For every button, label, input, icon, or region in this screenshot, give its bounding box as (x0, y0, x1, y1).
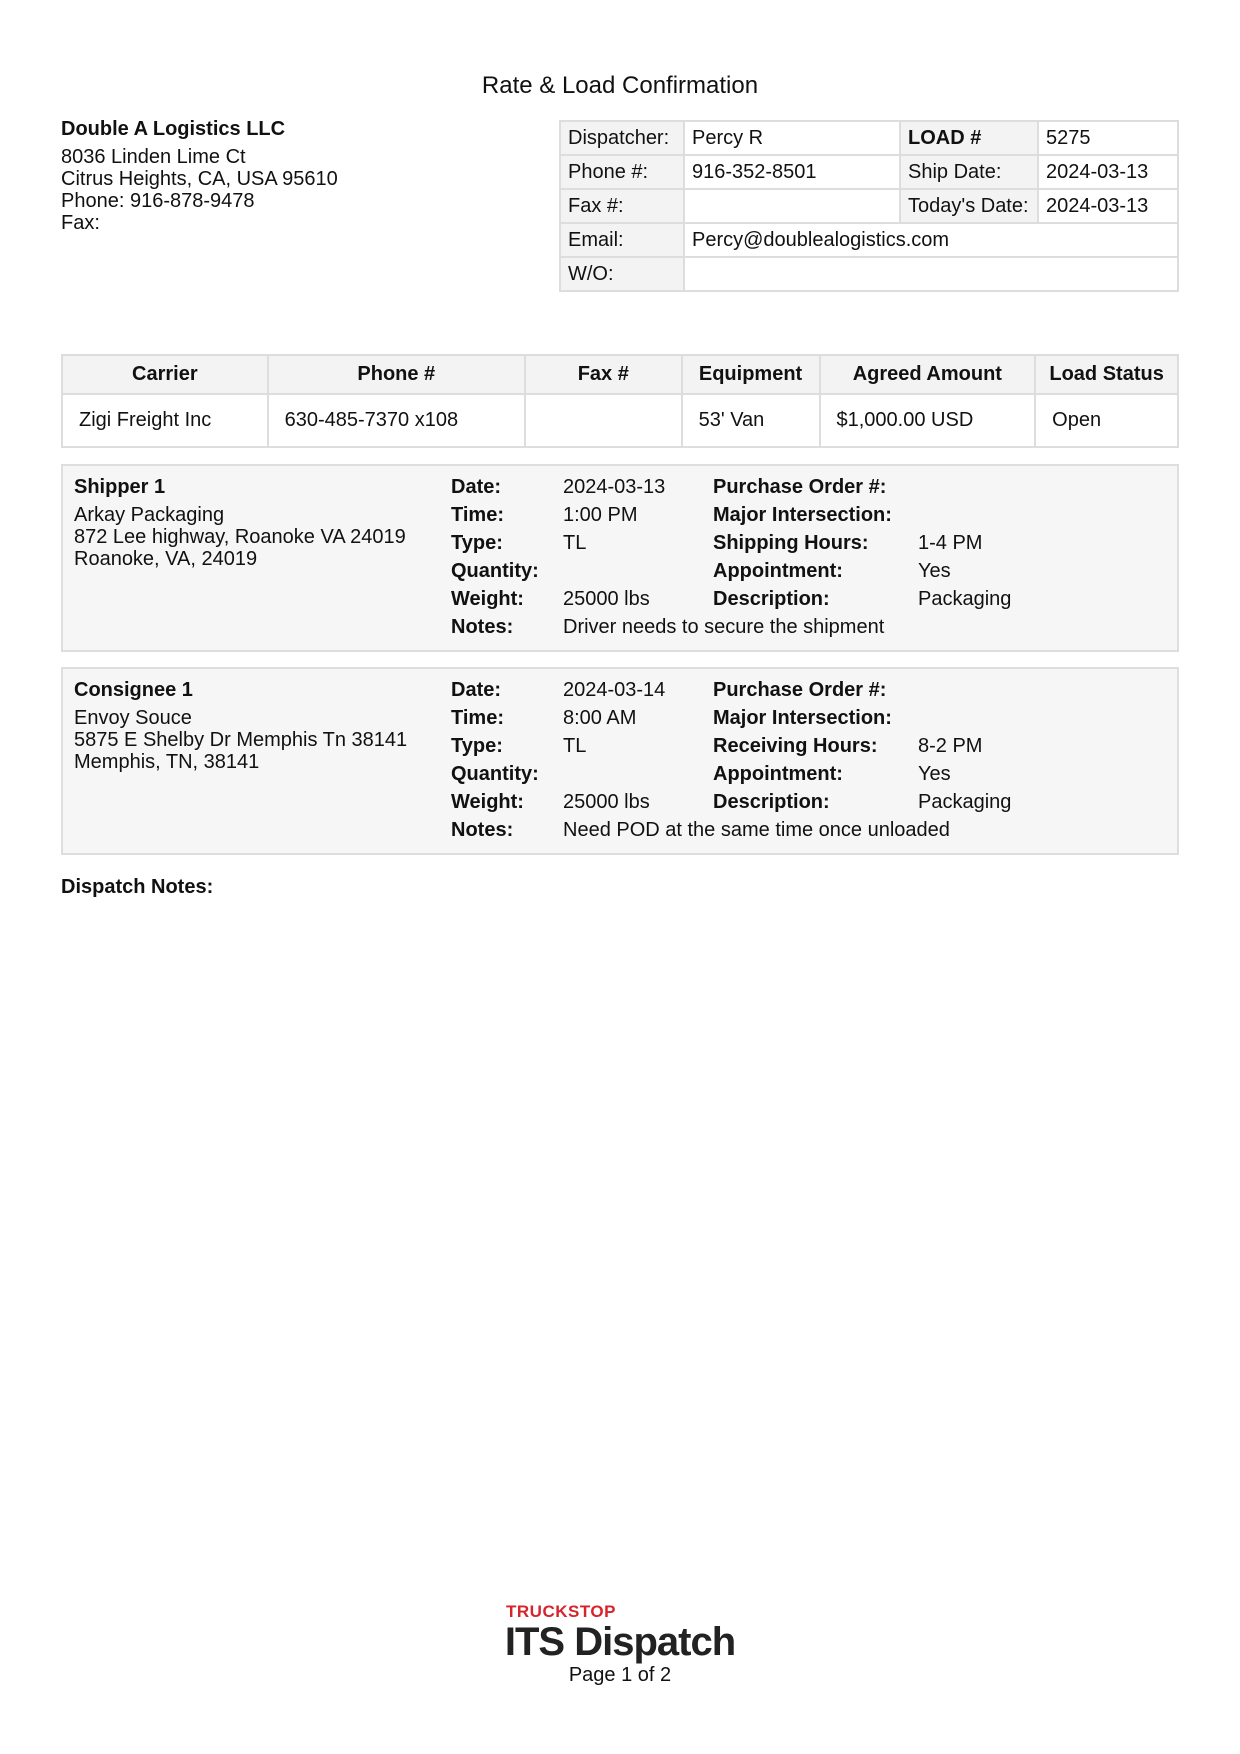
consignee-type-value: TL (563, 735, 587, 757)
consignee-hours-label: Receiving Hours: (713, 735, 878, 757)
email-label: Email: (560, 223, 684, 257)
shipper-notes-value: Driver needs to secure the shipment (563, 616, 885, 638)
dispatcher-fax-value (684, 189, 900, 223)
shipper-name: Arkay Packaging (74, 504, 225, 526)
todays-date-value: 2024-03-13 (1038, 189, 1178, 223)
shipper-weight-label: Weight: (451, 588, 524, 610)
dispatch-notes-label: Dispatch Notes: (61, 876, 214, 898)
consignee-description-value: Packaging (918, 791, 1012, 813)
company-name: Double A Logistics LLC (61, 118, 286, 140)
carrier-header: Carrier (62, 355, 268, 394)
consignee-notes-label: Notes: (451, 819, 514, 841)
equipment-header: Equipment (682, 355, 820, 394)
ship-date-label: Ship Date: (900, 155, 1038, 189)
agreed-amount-header: Agreed Amount (820, 355, 1036, 394)
consignee-hours-value: 8-2 PM (918, 735, 983, 757)
load-number-label: LOAD # (900, 121, 1038, 155)
load-status-header: Load Status (1035, 355, 1178, 394)
load-status-value: Open (1035, 394, 1178, 447)
shipper-section (61, 464, 1179, 652)
load-number-value: 5275 (1038, 121, 1178, 155)
consignee-address-block (74, 679, 407, 773)
carrier-phone: 630-485-7370 x108 (268, 394, 525, 447)
consignee-heading: Consignee 1 (74, 679, 193, 701)
its-dispatch-wordmark: ITS Dispatch (504, 1620, 736, 1664)
dispatcher-phone-value: 916-352-8501 (684, 155, 900, 189)
shipper-date-label: Date: (451, 476, 502, 498)
shipper-weight-value: 25000 lbs (563, 588, 650, 610)
shipper-description-value: Packaging (918, 588, 1012, 610)
shipper-intersection-label: Major Intersection: (713, 504, 892, 526)
shipper-date-value: 2024-03-13 (563, 476, 666, 498)
dispatch-info-table (559, 120, 1179, 292)
shipper-heading: Shipper 1 (74, 476, 166, 498)
dispatcher-phone-label: Phone #: (560, 155, 684, 189)
consignee-notes-value: Need POD at the same time once unloaded (563, 819, 950, 841)
consignee-quantity-label: Quantity: (451, 763, 539, 785)
shipper-address-block (74, 476, 406, 570)
shipper-appointment-value: Yes (918, 560, 951, 582)
shipper-hours-label: Shipping Hours: (713, 532, 869, 554)
its-dispatch-logo (0, 1602, 1240, 1662)
page-number: Page 1 of 2 (568, 1664, 672, 1686)
agreed-amount-value: $1,000.00 USD (820, 394, 1036, 447)
work-order-label: W/O: (560, 257, 684, 291)
consignee-po-label: Purchase Order #: (713, 679, 887, 701)
shipper-time-label: Time: (451, 504, 504, 526)
dispatcher-fax-label: Fax #: (560, 189, 684, 223)
email-value: Percy@doublealogistics.com (684, 223, 1178, 257)
ship-date-value: 2024-03-13 (1038, 155, 1178, 189)
consignee-appointment-label: Appointment: (713, 763, 843, 785)
shipper-city: Roanoke, VA, 24019 (74, 548, 258, 570)
shipper-appointment-label: Appointment: (713, 560, 843, 582)
dispatcher-label: Dispatcher: (560, 121, 684, 155)
consignee-weight-value: 25000 lbs (563, 791, 650, 813)
company-address-line2: Citrus Heights, CA, USA 95610 (61, 168, 338, 190)
consignee-appointment-value: Yes (918, 763, 951, 785)
carrier-name: Zigi Freight Inc (62, 394, 268, 447)
consignee-city: Memphis, TN, 38141 (74, 751, 260, 773)
shipper-time-value: 1:00 PM (563, 504, 638, 526)
shipper-type-value: TL (563, 532, 587, 554)
company-address-line1: 8036 Linden Lime Ct (61, 146, 246, 168)
shipper-notes-label: Notes: (451, 616, 514, 638)
dispatcher-value: Percy R (684, 121, 900, 155)
document-title: Rate & Load Confirmation (481, 72, 759, 99)
consignee-date-label: Date: (451, 679, 502, 701)
consignee-intersection-label: Major Intersection: (713, 707, 892, 729)
consignee-name: Envoy Souce (74, 707, 192, 729)
shipper-po-label: Purchase Order #: (713, 476, 887, 498)
consignee-section (61, 667, 1179, 855)
company-fax: Fax: (61, 212, 100, 234)
consignee-date-value: 2024-03-14 (563, 679, 666, 701)
truckstop-brand: TRUCKSTOP (506, 1602, 616, 1621)
consignee-time-label: Time: (451, 707, 504, 729)
company-block (61, 118, 338, 234)
consignee-address: 5875 E Shelby Dr Memphis Tn 38141 (74, 729, 408, 751)
carrier-fax-header: Fax # (525, 355, 682, 394)
consignee-type-label: Type: (451, 735, 503, 757)
shipper-quantity-label: Quantity: (451, 560, 539, 582)
todays-date-label: Today's Date: (900, 189, 1038, 223)
carrier-phone-header: Phone # (268, 355, 525, 394)
work-order-value (684, 257, 1178, 291)
shipper-hours-value: 1-4 PM (918, 532, 983, 554)
shipper-address: 872 Lee highway, Roanoke VA 24019 (74, 526, 406, 548)
table-row (62, 394, 1178, 447)
consignee-weight-label: Weight: (451, 791, 524, 813)
shipper-type-label: Type: (451, 532, 503, 554)
equipment-value: 53' Van (682, 394, 820, 447)
carrier-fax (525, 394, 682, 447)
company-phone: Phone: 916-878-9478 (61, 190, 255, 212)
carrier-table (61, 354, 1179, 448)
consignee-time-value: 8:00 AM (563, 707, 637, 729)
consignee-description-label: Description: (713, 791, 830, 813)
shipper-description-label: Description: (713, 588, 830, 610)
